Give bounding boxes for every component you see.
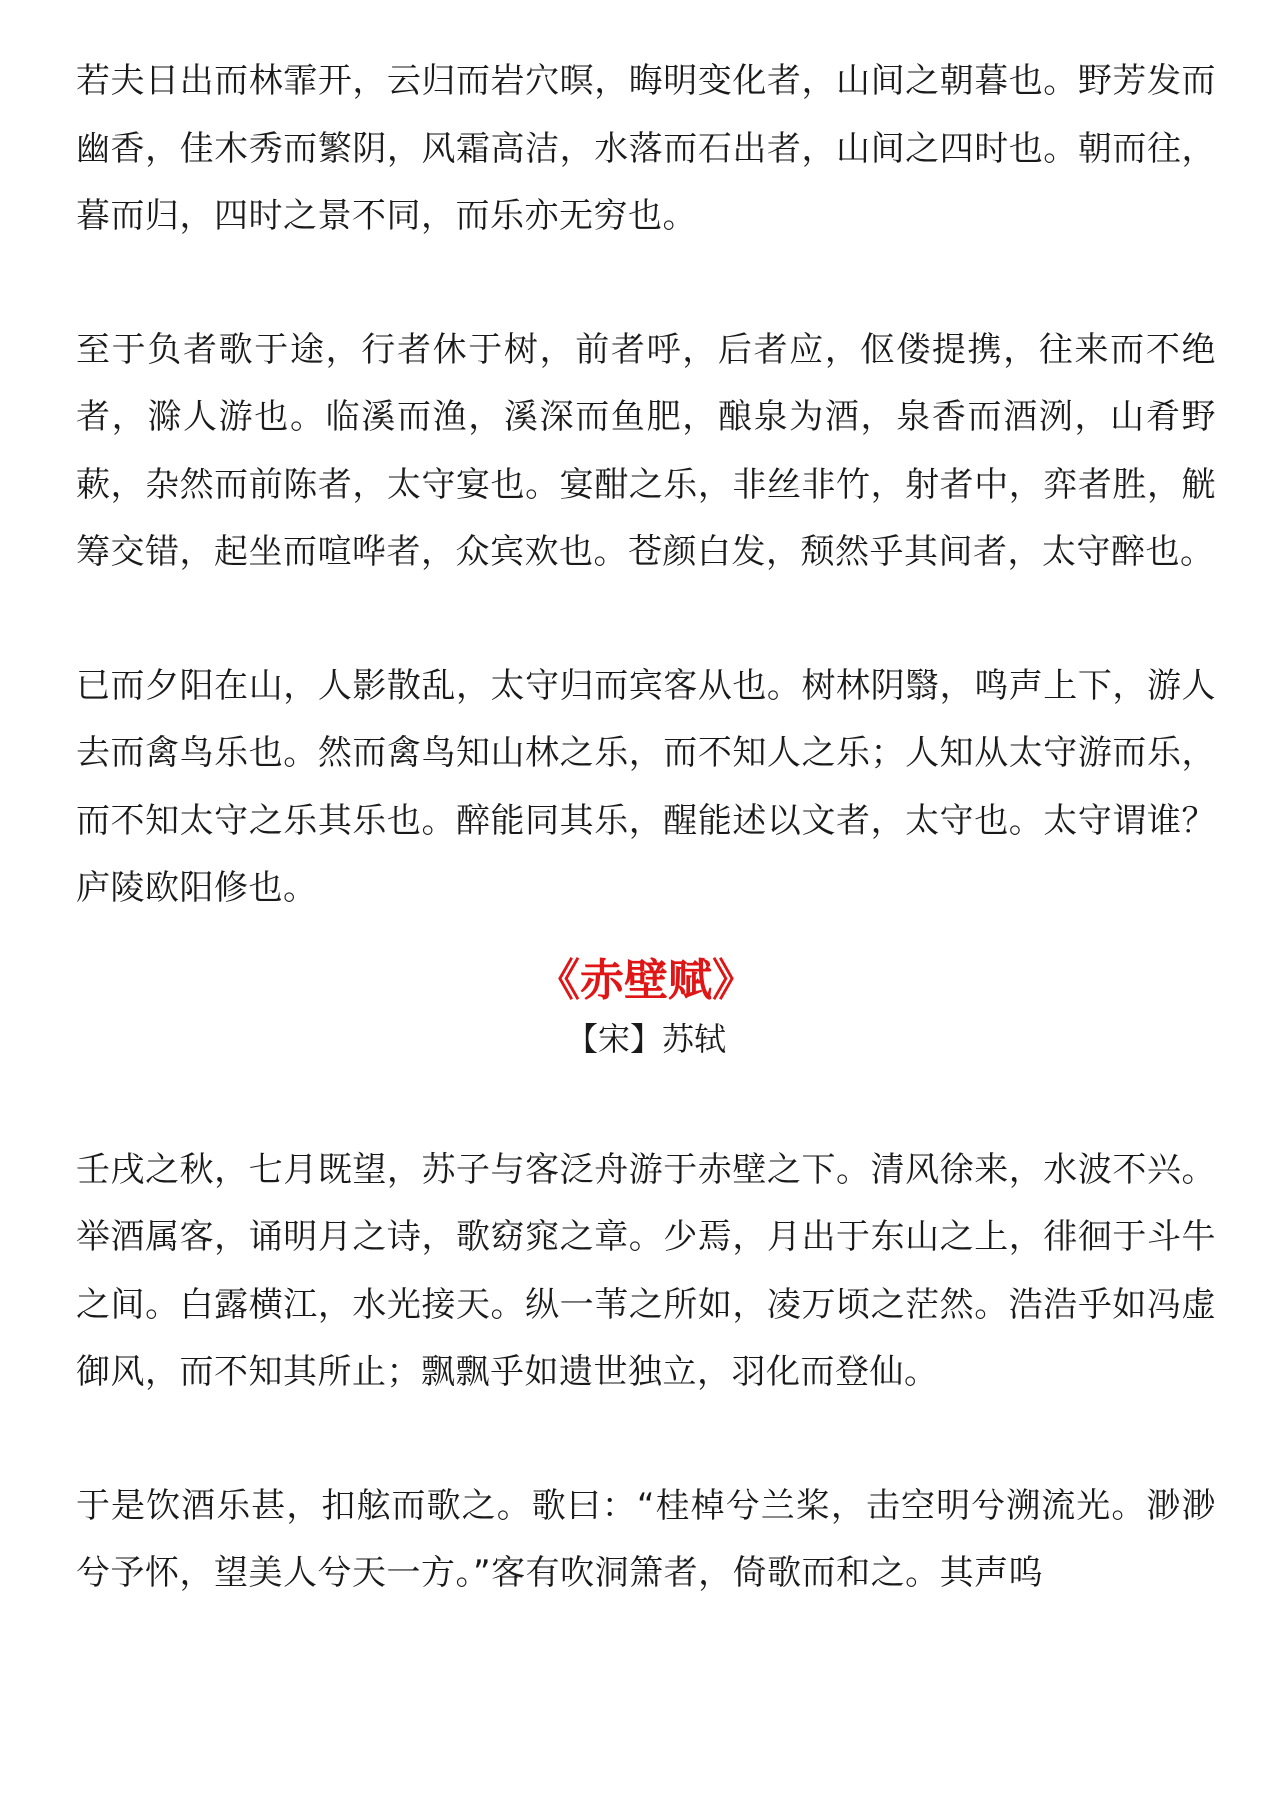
zuiwengting-excerpt — [76, 48, 1216, 923]
essay-author: 【宋】苏轼 — [565, 1019, 726, 1058]
paragraph: 若夫日出而林霏开，云归而岩穴暝，晦明变化者，山间之朝暮也。野芳发而幽香，佳木秀而繁阴，风霜高洁，水落而石出者，山间之四时也。朝而往，暮而归，四时之景不同，而乐亦无穷也。 — [76, 61, 1216, 236]
paragraph: 于是饮酒乐甚，扣舷而歌之。歌曰：“桂棹兮兰桨，击空明兮溯流光。渺渺兮予怀，望美人兮天一方。”客有吹洞箫者，倚歌而和之。其声呜 — [76, 1485, 1216, 1593]
document-page — [76, 48, 1216, 1608]
chibifu-text — [76, 1137, 1216, 1608]
paragraph: 至于负者歌于途，行者休于树，前者呼，后者应，伛偻提携，往来而不绝者，滁人游也。临溪而渔，溪深而鱼肥，酿泉为酒，泉香而酒洌，山肴野蔌，杂然而前陈者，太守宴也。宴酣之乐，非丝非竹，射者中，弈者胜，觥筹交错，起坐而喧哗者，众宾欢也。苍颜白发，颓然乎其间者，太守醉也。 — [76, 329, 1216, 572]
paragraph-gap — [76, 1407, 1216, 1473]
paragraph-gap — [76, 251, 1216, 317]
paragraph-gap — [76, 587, 1216, 653]
paragraph: 壬戌之秋，七月既望，苏子与客泛舟游于赤壁之下。清风徐来，水波不兴。举酒属客，诵明月之诗，歌窈窕之章。少焉，月出于东山之上，徘徊于斗牛之间。白露横江，水光接天。纵一苇之所如，凌万顷之茫然。浩浩乎如冯虚御风，而不知其所止；飘飘乎如遗世独立，羽化而登仙。 — [76, 1149, 1216, 1392]
essay-title: 《赤壁赋》 — [536, 954, 756, 1006]
chibifu-heading — [76, 951, 1216, 1067]
paragraph: 已而夕阳在山，人影散乱，太守归而宾客从也。树林阴翳，鸣声上下，游人去而禽鸟乐也。然而禽鸟知山林之乐，而不知人之乐；人知从太守游而乐，而不知太守之乐其乐也。醉能同其乐，醒能述以文者，太守也。太守谓谁？庐陵欧阳修也。 — [76, 665, 1216, 908]
